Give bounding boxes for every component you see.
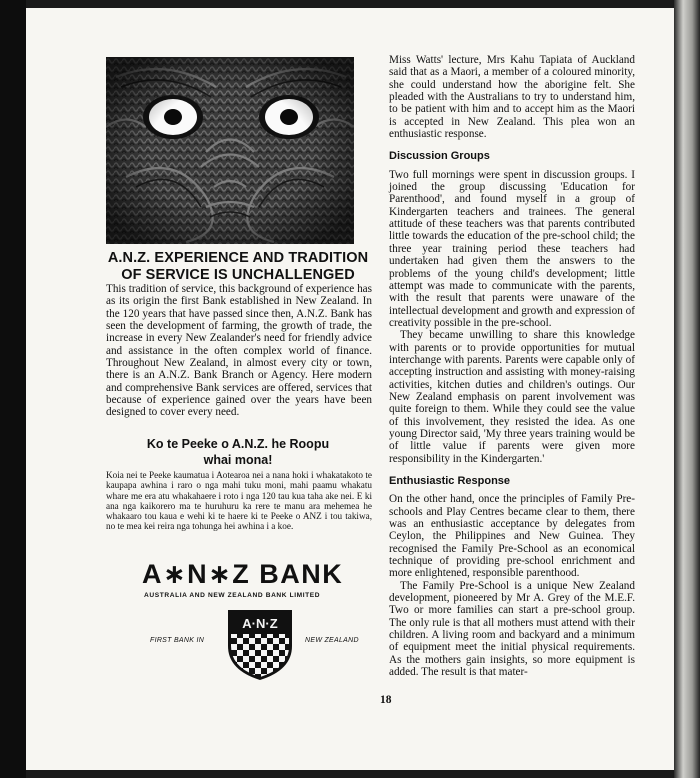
section-heading-discussion-groups: Discussion Groups [389, 150, 490, 163]
first-bank-caption: FIRST BANK IN [150, 637, 205, 644]
shield-lettering: A·N·Z [242, 616, 278, 631]
ad-body-text: This tradition of service, this background of experience has as its origin the first Bank established in New Zealand. In the 120 years that have passed since then, A.N.Z. Bank has seen the development of farming, the growth of trade, the increase in every New Zealander's need for friendly advice and assistance in the often complex world of finance. Throughout New Zealand, in almost every city or town, there is an A.N.Z. Bank Branch or Agency. Here modern and comprehensive Bank services are offered, services that because of experience gained over the years have been designed to cover every need. [106, 283, 372, 419]
maori-headline-line1: Ko te Peeke o A.N.Z. he Roopu [146, 437, 330, 451]
article-paragraph-2: They became unwilling to share this knowledge with parents or to provide opportunities for mutual interchange with parents. Parents were capable only of accepting instruction and assisting with money-raising activities, kitchen duties and children's outings. Our New Zealand emphasis on parent involvement was quite foreign to them. While they could see the value of this involvement, they resisted the idea. As one young Director said, 'My three years training would be of little value if parents were given more responsibility in the Kindergarten.' [389, 329, 635, 465]
article-paragraph-1: Two full mornings were spent in discussion groups. I joined the group discussing 'Education for Parenthood', and found myself in a group of Kindergarten teachers and trainees. The general attitude of these teachers was that parents contributed little towards the education of the pre-school child; the three year training period these teachers had undertaken had given them the answers to the problems of the young child's development; little attempt was made to communicate with the parents, with the result that parents were unaware of the intellectual development and growth and expression of creativity possible in the pre-school. [389, 168, 635, 329]
anz-shield-icon [225, 608, 295, 682]
article-intro-paragraph: Miss Watts' lecture, Mrs Kahu Tapiata of Auckland said that as a Maori, a member of a coloured minority, she could understand how the aborigine felt. She pleaded with the Australians to try to understand him, to be patient with him and to accept him as the Maori is accepted in New Zealand. This plea won an enthusiastic response. [389, 54, 635, 141]
ad-headline-line1: A.N.Z. EXPERIENCE AND TRADITION [107, 250, 369, 266]
article-paragraph-3: On the other hand, once the principles of Family Pre-schools and Play Centres became clear to them, there was an enthusiastic acceptance by delegates from Ceylon, the Philippines and New Guinea. They recognised the Family Pre-School as an economical technique of providing pre-school enrichment and more enlightened, responsible parenthood. [389, 493, 635, 580]
ad-headline-line2: OF SERVICE IS UNCHALLENGED [121, 267, 355, 283]
section-heading-enthusiastic-response: Enthusiastic Response [389, 475, 511, 487]
maori-headline [106, 436, 370, 468]
bank-logo-wordmark: A∗N∗Z BANK [142, 559, 344, 589]
scan-edge-left [0, 0, 26, 778]
maori-body-text: Koia nei te Peeke kaumatua i Aotearoa nei a nana hoki i whakatakoto te kaupapa awhina i raro o nga mahi tuku moni, mahi paamu whakatu whare me era atu whakahaere i roto i nga 120 tau kua taha ake nei. E ki ana nga kaikorero ma te huruhuru ka rere te manu ara mehemea he whakaaro tou kaua e wehi ki te haere ki te Peeke o ANZ i tou takiwa, no te mea kei reira nga tohunga hei awhina i a koe. [106, 470, 372, 532]
scan-edge-right [674, 0, 700, 778]
page-number: 18 [380, 694, 392, 706]
article-column [389, 54, 635, 679]
carving-image [106, 57, 354, 244]
ad-headline [106, 250, 370, 284]
maori-carving-photo [106, 57, 354, 244]
new-zealand-caption: NEW ZEALAND [305, 637, 359, 644]
bank-full-name: AUSTRALIA AND NEW ZEALAND BANK LIMITED [144, 592, 321, 599]
maori-headline-line2: whai mona! [203, 453, 273, 467]
article-paragraph-4: The Family Pre-School is a unique New Zealand development, pioneered by Mr A. Grey of the M.E.F. Two or more families can start a pre-school group. The only rule is that all mothers must attend with their children. A living room and backyard and a minimum of equipment meet the initial physical requirements. As the mothers gain insights, so more equipment is added. The result is that mater- [389, 579, 635, 679]
